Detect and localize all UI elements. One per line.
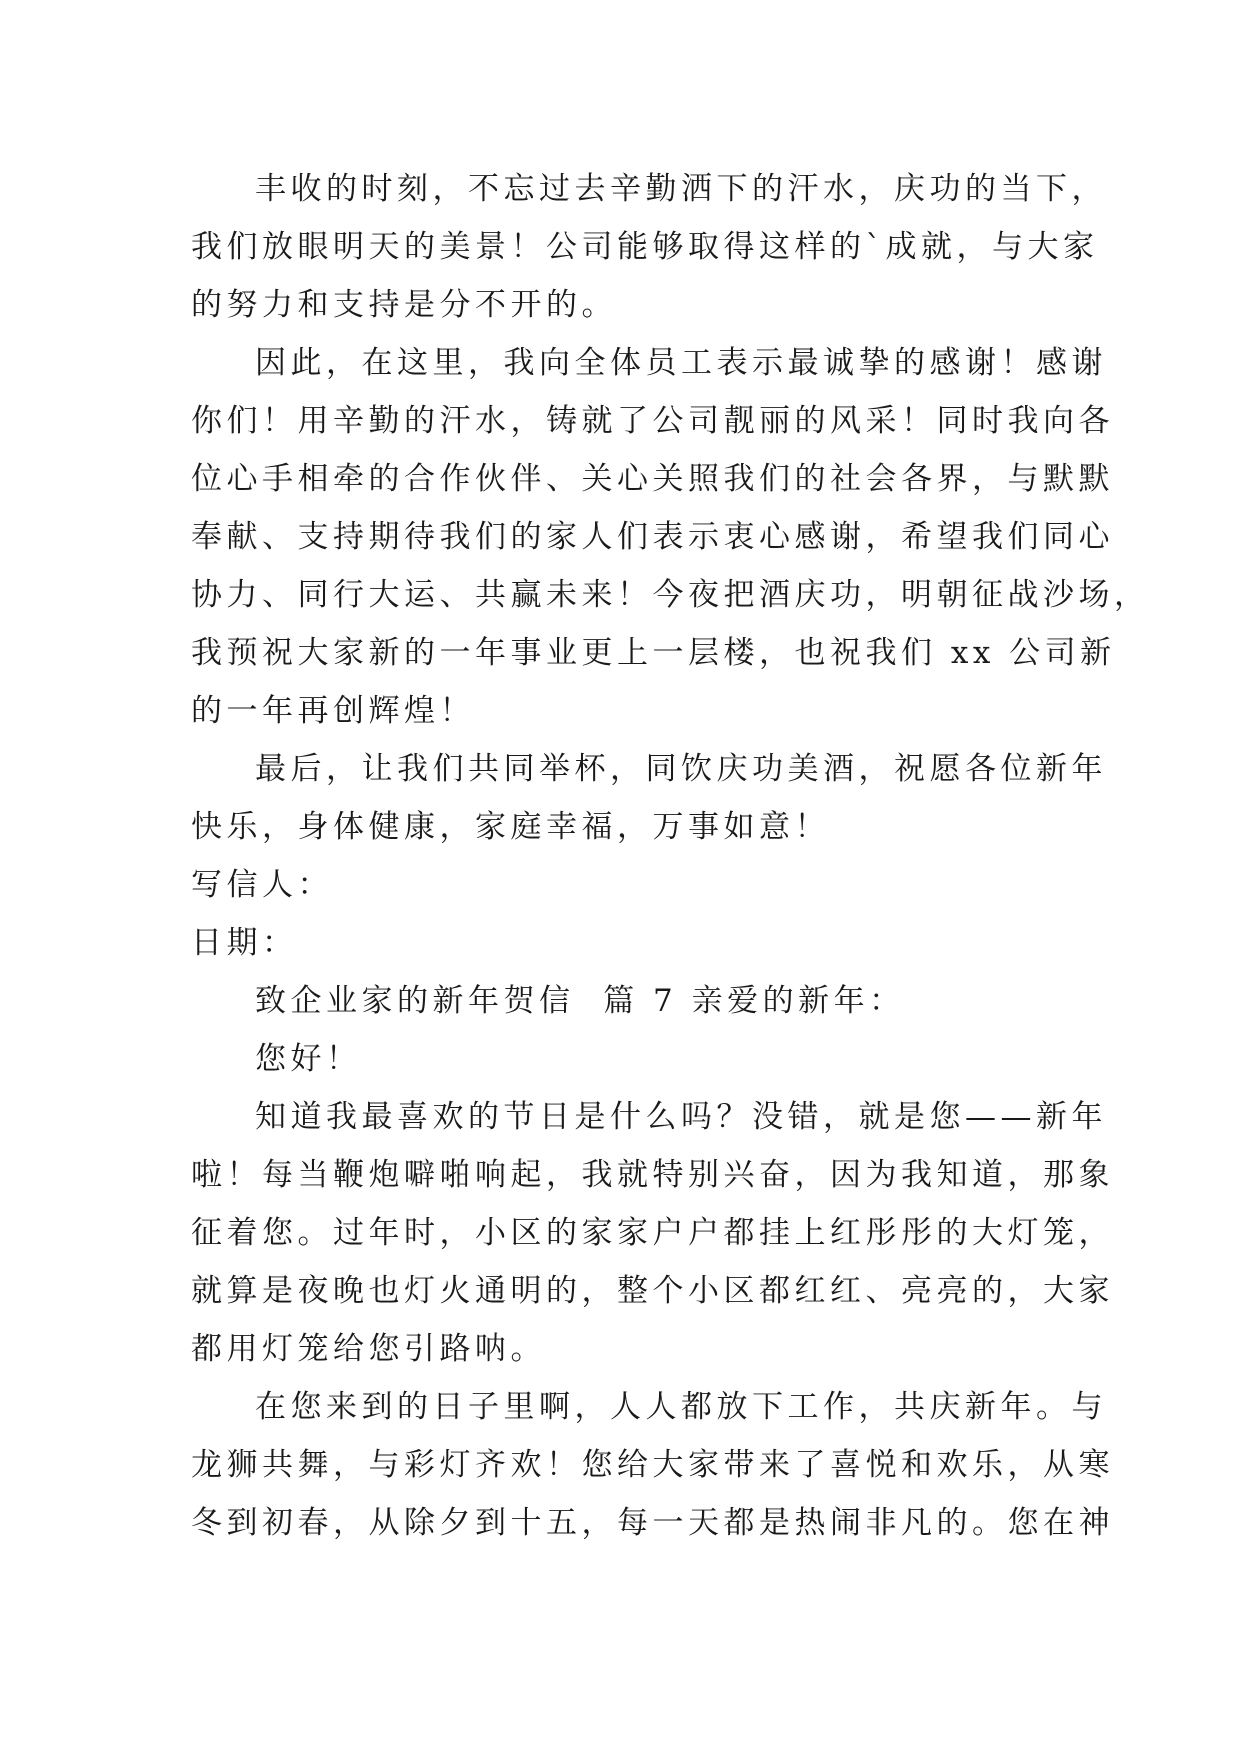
greeting: 您好！ — [255, 1041, 362, 1077]
text-line: 龙狮共舞，与彩灯齐欢！您给大家带来了喜悦和欢乐，从寒 — [191, 1447, 1114, 1483]
writer-label: 写信人： — [191, 867, 333, 903]
text-line: 快乐，身体健康，家庭幸福，万事如意！ — [191, 809, 830, 845]
paragraph-thanks — [191, 334, 1150, 740]
text-line: 就算是夜晚也灯火通明的，整个小区都红红、亮亮的，大家 — [191, 1273, 1114, 1309]
text-line: 奉献、支持期待我们的家人们表示衷心感谢，希望我们同心 — [191, 519, 1114, 555]
text-line: 协力、同行大运、共赢未来！今夜把酒庆功，明朝征战沙场， — [191, 577, 1150, 613]
section-heading: 致企业家的新年贺信 篇 7 亲爱的新年： — [255, 983, 905, 1019]
date-label: 日期： — [191, 925, 298, 961]
document-body — [191, 160, 1150, 1552]
paragraph-favorite-holiday — [191, 1088, 1114, 1378]
text-line: 你们！用辛勤的汗水，铸就了公司靓丽的风采！同时我向各 — [191, 403, 1114, 439]
text-line: 知道我最喜欢的节日是什么吗？没错，就是您——新年 — [255, 1099, 1107, 1135]
paragraph-celebration — [191, 1378, 1114, 1552]
text-line: 位心手相牵的合作伙伴、关心关照我们的社会各界，与默默 — [191, 461, 1114, 497]
text-line: 丰收的时刻，不忘过去辛勤洒下的汗水，庆功的当下， — [255, 171, 1107, 207]
text-line: 在您来到的日子里啊，人人都放下工作，共庆新年。与 — [255, 1389, 1107, 1425]
text-line: 都用灯笼给您引路呐。 — [191, 1331, 546, 1367]
text-line: 的努力和支持是分不开的。 — [191, 287, 617, 323]
paragraph-toast — [191, 740, 1107, 856]
paragraph-harvest — [191, 160, 1107, 334]
text-line: 的一年再创辉煌！ — [191, 693, 475, 729]
text-line: 因此，在这里，我向全体员工表示最诚挚的感谢！感谢 — [255, 345, 1107, 381]
text-line: 啦！每当鞭炮噼啪响起，我就特别兴奋，因为我知道，那象 — [191, 1157, 1114, 1193]
text-line: 冬到初春，从除夕到十五，每一天都是热闹非凡的。您在神 — [191, 1505, 1114, 1541]
text-line: 我预祝大家新的一年事业更上一层楼，也祝我们 xx 公司新 — [191, 635, 1116, 671]
text-line: 我们放眼明天的美景！公司能够取得这样的`成就，与大家 — [191, 229, 1099, 265]
text-line: 征着您。过年时，小区的家家户户都挂上红彤彤的大灯笼， — [191, 1215, 1114, 1251]
text-line: 最后，让我们共同举杯，同饮庆功美酒，祝愿各位新年 — [255, 751, 1107, 787]
